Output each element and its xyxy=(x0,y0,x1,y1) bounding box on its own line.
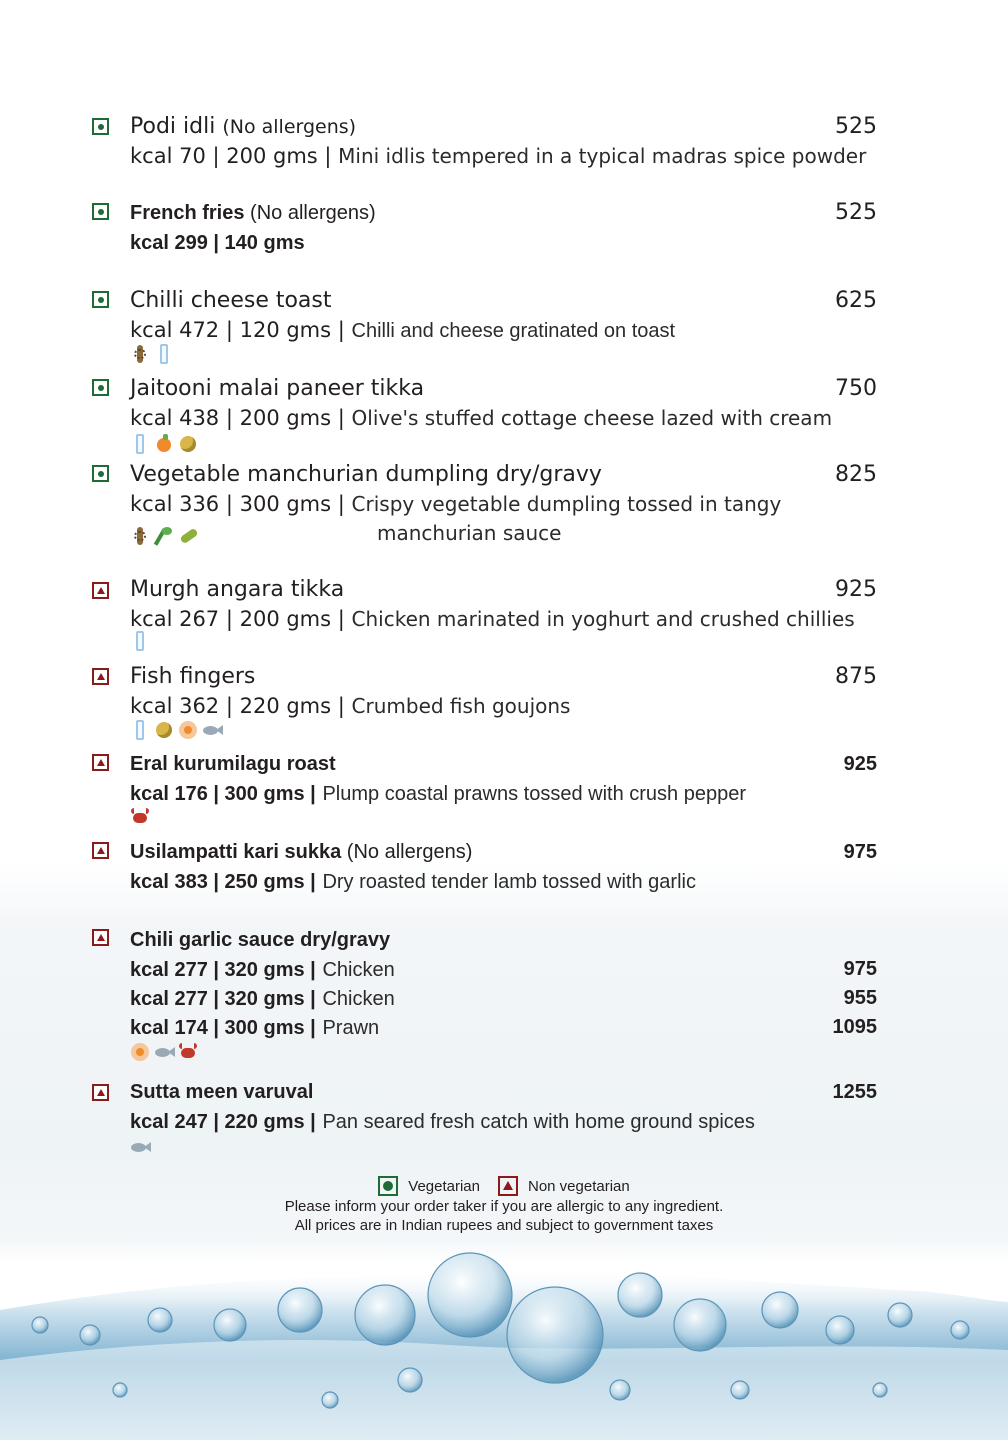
item-variant xyxy=(130,985,395,1012)
item-price: 1095 xyxy=(832,1016,877,1038)
item-price: 875 xyxy=(835,664,877,689)
nonveg-legend-icon xyxy=(498,1176,518,1196)
item-price: 925 xyxy=(843,753,877,775)
item-kcal: kcal 277 | 320 gms | xyxy=(130,988,316,1010)
item-description: Mini idlis tempered in a typical madras spice powder xyxy=(338,144,867,168)
item-description: Dry roasted tender lamb tossed with garlic xyxy=(322,871,696,893)
item-price: 825 xyxy=(835,462,877,487)
veg-mark-icon xyxy=(92,291,109,308)
egg-icon xyxy=(178,720,198,740)
item-price: 750 xyxy=(835,376,877,401)
item-name: Murgh angara tikka xyxy=(130,577,345,602)
allergen-icons xyxy=(130,1042,198,1064)
soy-icon xyxy=(178,526,198,546)
item-name: Podi idli (No allergens) xyxy=(130,114,357,139)
item-details xyxy=(130,405,832,431)
item-price: 1255 xyxy=(832,1081,877,1103)
nut-icon xyxy=(154,434,174,454)
allergen-icons xyxy=(130,807,150,829)
milk-icon xyxy=(130,434,150,454)
fish-icon xyxy=(130,1137,150,1157)
tax-note: All prices are in Indian rupees and subject to government taxes xyxy=(294,1217,714,1234)
item-name: Sutta meen varuval xyxy=(130,1081,314,1103)
allergy-note: Please inform your order taker if you are allergic to any ingredient. xyxy=(284,1198,724,1215)
wheat-icon xyxy=(130,526,150,546)
egg-icon xyxy=(130,1042,150,1062)
item-kcal: kcal 472 | 120 gms | xyxy=(130,318,345,342)
item-price: 975 xyxy=(843,841,877,863)
item-description: Prawn xyxy=(322,1017,380,1039)
veg-mark-icon xyxy=(92,203,109,220)
item-description: Crispy vegetable dumpling tossed in tangy xyxy=(351,492,782,516)
item-name: Fish fingers xyxy=(130,664,256,689)
item-kcal: kcal 70 | 200 gms | xyxy=(130,144,332,168)
item-details xyxy=(130,693,570,719)
nonveg-mark-icon xyxy=(92,754,109,771)
nonveg-mark-icon xyxy=(92,668,109,685)
fish-icon xyxy=(202,720,222,740)
item-description: Pan seared fresh catch with home ground spices xyxy=(322,1111,755,1133)
item-kcal: kcal 336 | 300 gms | xyxy=(130,492,345,516)
celery-icon xyxy=(154,526,174,546)
item-kcal: kcal 247 | 220 gms | xyxy=(130,1111,316,1133)
item-variant xyxy=(130,1014,379,1041)
item-kcal: kcal 438 | 200 gms | xyxy=(130,406,345,430)
veg-mark-icon xyxy=(92,465,109,482)
mustard-icon xyxy=(154,720,174,740)
nonveg-mark-icon xyxy=(92,1084,109,1101)
item-description: Chicken xyxy=(322,988,395,1010)
item-kcal: kcal 176 | 300 gms | xyxy=(130,783,316,805)
item-name: Vegetable manchurian dumpling dry/gravy xyxy=(130,462,602,487)
item-description: Crumbed fish goujons xyxy=(351,694,571,718)
allergen-icons xyxy=(130,526,198,548)
item-details xyxy=(130,143,866,169)
item-name: Jaitooni malai paneer tikka xyxy=(130,376,425,401)
allergen-icons xyxy=(130,720,222,742)
item-details xyxy=(130,1108,755,1135)
item-description: Plump coastal prawns tossed with crush pepper xyxy=(322,783,746,805)
item-description: Chicken xyxy=(322,959,395,981)
nonveg-mark-icon xyxy=(92,842,109,859)
veg-mark-icon xyxy=(92,118,109,135)
nonveg-mark-icon xyxy=(92,582,109,599)
wheat-icon xyxy=(130,344,150,364)
item-details xyxy=(130,491,781,517)
veg-legend-label: Vegetarian xyxy=(408,1177,480,1195)
item-price: 955 xyxy=(843,987,877,1009)
milk-icon xyxy=(154,344,174,364)
allergen-note: (No allergens) xyxy=(222,116,357,138)
allergen-note: (No allergens) xyxy=(346,841,473,863)
item-name: Eral kurumilagu roast xyxy=(130,753,336,775)
allergen-icons xyxy=(130,1137,150,1159)
item-price: 975 xyxy=(843,958,877,980)
item-kcal: kcal 267 | 200 gms | xyxy=(130,607,345,631)
veg-mark-icon xyxy=(92,379,109,396)
item-price: 925 xyxy=(835,577,877,602)
item-details xyxy=(130,229,305,256)
item-name: French fries (No allergens) xyxy=(130,202,376,224)
water-bubbles-image xyxy=(0,1240,1008,1440)
crab-icon xyxy=(130,807,150,827)
item-description-cont: manchurian sauce xyxy=(377,521,562,545)
legend-row xyxy=(0,1175,1008,1197)
nonveg-mark-icon xyxy=(92,929,109,946)
fish-icon xyxy=(154,1042,174,1062)
item-name: Usilampatti kari sukka (No allergens) xyxy=(130,841,473,863)
allergen-note: (No allergens) xyxy=(250,202,376,224)
allergen-icons xyxy=(130,344,174,366)
milk-icon xyxy=(130,720,150,740)
item-description: Olive's stuffed cottage cheese lazed with cream xyxy=(351,406,833,430)
item-price: 625 xyxy=(835,288,877,313)
item-kcal: kcal 362 | 220 gms | xyxy=(130,694,345,718)
item-name: Chili garlic sauce dry/gravy xyxy=(130,929,391,951)
item-price: 525 xyxy=(835,114,877,139)
veg-legend-icon xyxy=(378,1176,398,1196)
crab-icon xyxy=(178,1042,198,1062)
item-name: Chilli cheese toast xyxy=(130,288,332,313)
milk-icon xyxy=(130,631,150,651)
item-details xyxy=(130,606,855,632)
item-description: Chicken marinated in yoghurt and crushed chillies xyxy=(351,607,855,631)
item-description: Chilli and cheese gratinated on toast xyxy=(351,320,676,342)
allergen-icons xyxy=(130,631,150,653)
item-kcal: kcal 299 | 140 gms xyxy=(130,232,305,254)
nonveg-legend-label: Non vegetarian xyxy=(528,1177,630,1195)
item-kcal: kcal 383 | 250 gms | xyxy=(130,871,316,893)
item-kcal: kcal 277 | 320 gms | xyxy=(130,959,316,981)
item-price: 525 xyxy=(835,200,877,225)
item-details xyxy=(130,868,696,895)
mustard-icon xyxy=(178,434,198,454)
item-details xyxy=(130,780,746,807)
item-details xyxy=(130,317,675,344)
item-variant xyxy=(130,956,395,983)
item-kcal: kcal 174 | 300 gms | xyxy=(130,1017,316,1039)
allergen-icons xyxy=(130,434,198,456)
legend xyxy=(0,1175,1008,1235)
